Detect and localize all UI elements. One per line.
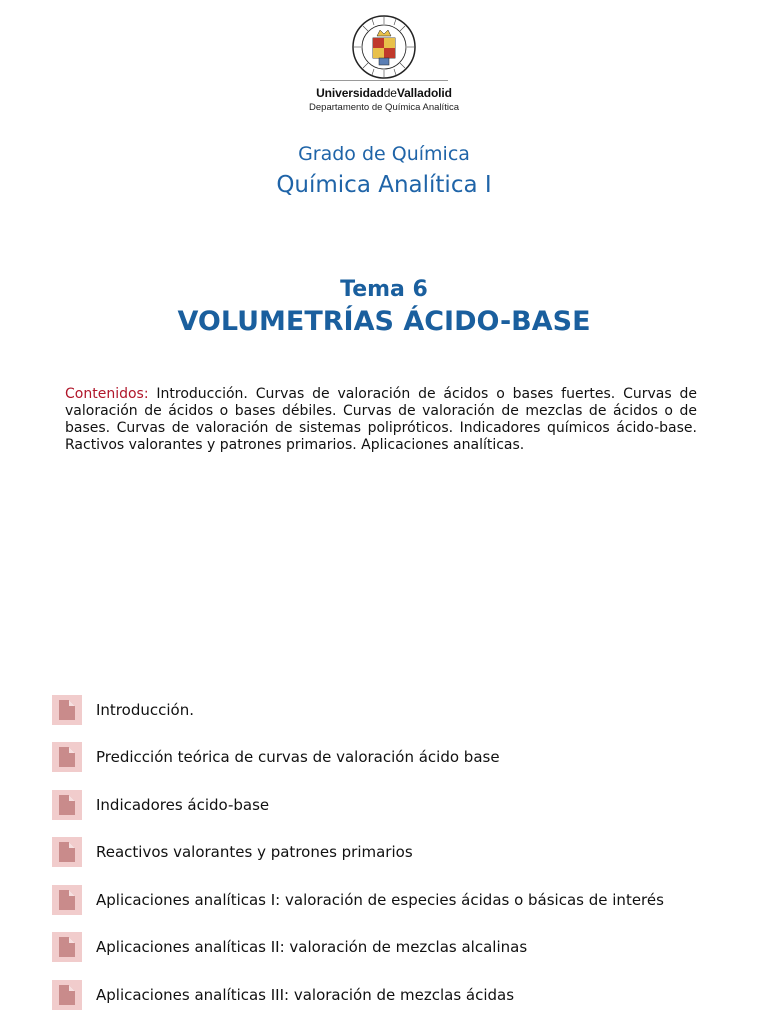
university-header: [0, 14, 768, 113]
table-of-contents: [52, 686, 664, 1019]
contents-label: Contenidos:: [65, 386, 149, 402]
toc-item-label[interactable]: Aplicaciones analíticas III: valoración de mezclas ácidas: [96, 985, 515, 1004]
header-divider: [320, 80, 448, 81]
document-icon[interactable]: [52, 742, 82, 772]
toc-item-label[interactable]: Introducción.: [96, 700, 194, 719]
topic-title: VOLUMETRÍAS ÁCIDO-BASE: [177, 306, 591, 337]
toc-item[interactable]: [52, 924, 664, 972]
document-icon[interactable]: [52, 695, 82, 725]
toc-item[interactable]: [52, 829, 664, 877]
contents-paragraph: [65, 386, 697, 454]
university-name: UniversidaddeValladolid: [316, 86, 452, 100]
document-icon[interactable]: [52, 885, 82, 915]
document-icon[interactable]: [52, 790, 82, 820]
toc-item-label[interactable]: Indicadores ácido-base: [96, 795, 270, 814]
toc-item[interactable]: [52, 781, 664, 829]
toc-item[interactable]: [52, 734, 664, 782]
toc-item[interactable]: [52, 686, 664, 734]
document-icon[interactable]: [52, 837, 82, 867]
degree-title: Grado de Química: [298, 143, 470, 165]
course-title: Química Analítica I: [276, 172, 492, 198]
university-seal-icon: [351, 14, 417, 80]
document-icon[interactable]: [52, 980, 82, 1010]
toc-item-label[interactable]: Aplicaciones analíticas I: valoración de especies ácidas o básicas de interés: [96, 890, 664, 909]
toc-item-label[interactable]: Aplicaciones analíticas II: valoración de mezclas alcalinas: [96, 938, 528, 957]
department-name: Departamento de Química Analítica: [309, 102, 459, 113]
topic-number: Tema 6: [340, 277, 428, 302]
toc-item[interactable]: [52, 971, 664, 1019]
document-icon[interactable]: [52, 932, 82, 962]
toc-item-label[interactable]: Reactivos valorantes y patrones primarios: [96, 843, 413, 862]
toc-item-label[interactable]: Predicción teórica de curvas de valoración ácido base: [96, 748, 500, 767]
toc-item[interactable]: [52, 876, 664, 924]
contents-text: Introducción. Curvas de valoración de ácidos o bases fuertes. Curvas de valoración de ácidos o bases débiles. Curvas de valoración de mezclas de ácidos o de bases. Curvas de valoración de sistemas polipróticos. Indicadores químicos ácido-base. Ractivos valorantes y patrones primarios. Aplicaciones analíticas.: [65, 386, 697, 453]
